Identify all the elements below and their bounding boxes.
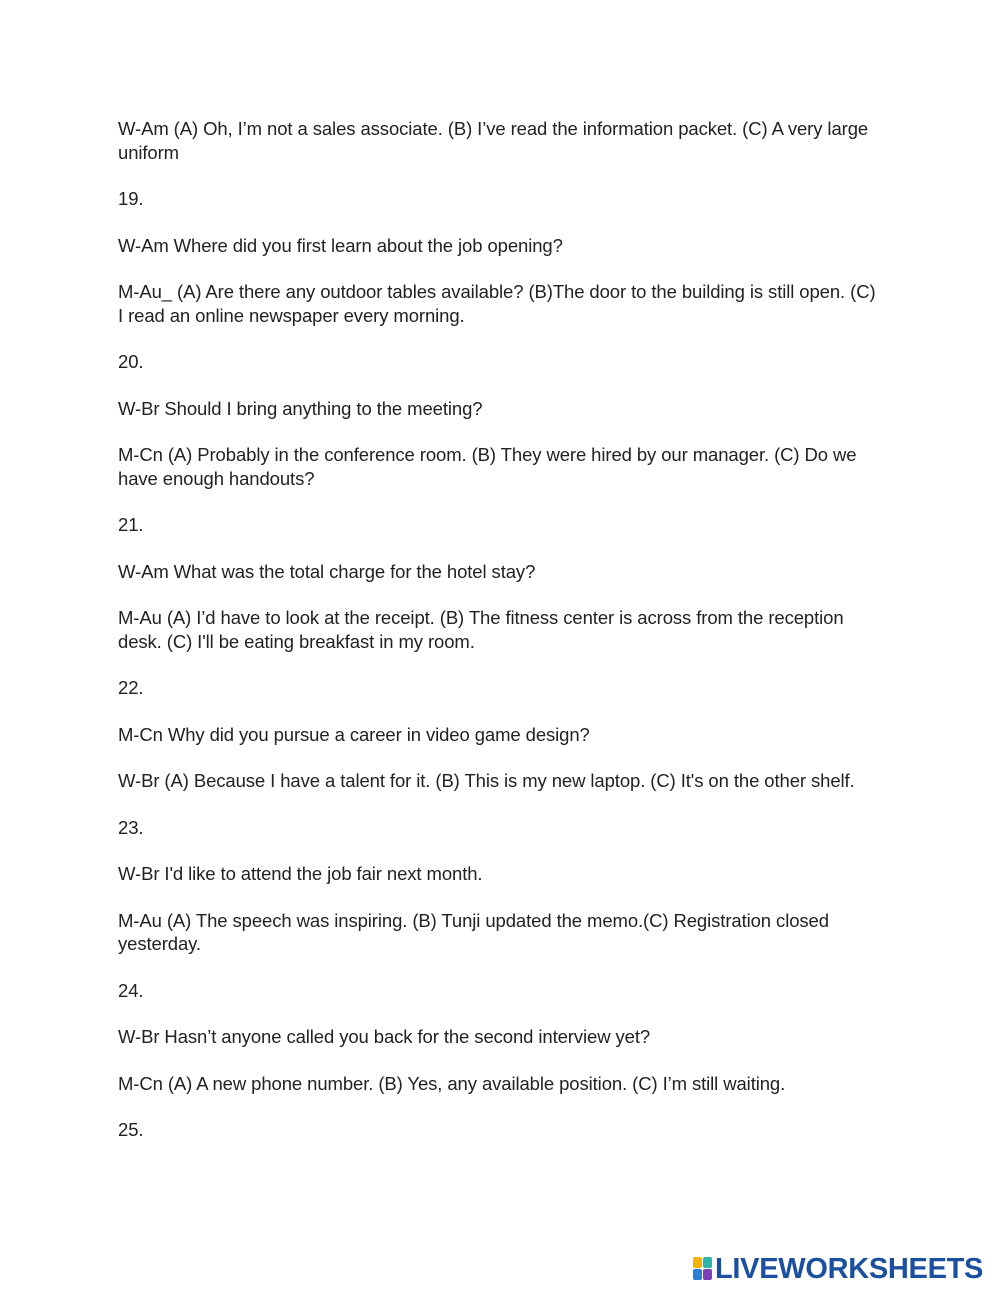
question-24: W-Br Hasn’t anyone called you back for the second interview yet? xyxy=(118,1026,651,1047)
answer-options-20: M-Cn (A) Probably in the conference room. (B) They were hired by our manager. (C) Do we have enough handouts? xyxy=(118,444,857,489)
answer-options-21: M-Au (A) I’d have to look at the receipt. (B) The fitness center is across from the reception desk. (C) I'll be eating breakfast in my room. xyxy=(118,607,844,652)
answer-options-23: M-Au (A) The speech was inspiring. (B) Tunji updated the memo.(C) Registration closed yesterday. xyxy=(118,909,829,954)
question-number-24: 24. xyxy=(118,979,144,1001)
liveworksheets-logo-icon xyxy=(693,1257,713,1281)
question-number-22: 22. xyxy=(118,677,144,698)
question-number-20: 20. xyxy=(118,351,144,372)
question-19: W-Am Where did you first learn about the job opening? xyxy=(118,234,563,256)
logo-text: LIVEWORKSHEETS xyxy=(715,1253,984,1285)
liveworksheets-logo xyxy=(693,1254,983,1284)
document-body xyxy=(118,117,883,1165)
question-number-19: 19. xyxy=(118,188,144,209)
answer-options-18: W-Am (A) Oh, I’m not a sales associate. (B) I’ve read the information packet. (C) A very large uniform xyxy=(118,118,869,163)
question-22: M-Cn Why did you pursue a career in video game design? xyxy=(118,723,590,745)
question-20: W-Br Should I bring anything to the meeting? xyxy=(118,397,483,419)
question-number-23: 23. xyxy=(118,816,144,838)
question-number-21: 21. xyxy=(118,514,144,535)
answer-options-24: M-Cn (A) A new phone number. (B) Yes, any available position. (C) I’m still waiting. xyxy=(118,1072,786,1094)
question-23: W-Br I'd like to attend the job fair next month. xyxy=(118,863,483,884)
answer-options-22: W-Br (A) Because I have a talent for it. (B) This is my new laptop. (C) It's on the other shelf. xyxy=(118,770,855,791)
question-21: W-Am What was the total charge for the hotel stay? xyxy=(118,560,536,582)
question-number-25: 25. xyxy=(118,1119,144,1140)
answer-options-19: M-Au_ (A) Are there any outdoor tables available? (B)The door to the building is still open. (C) I read an online newspaper every morning. xyxy=(118,281,876,326)
